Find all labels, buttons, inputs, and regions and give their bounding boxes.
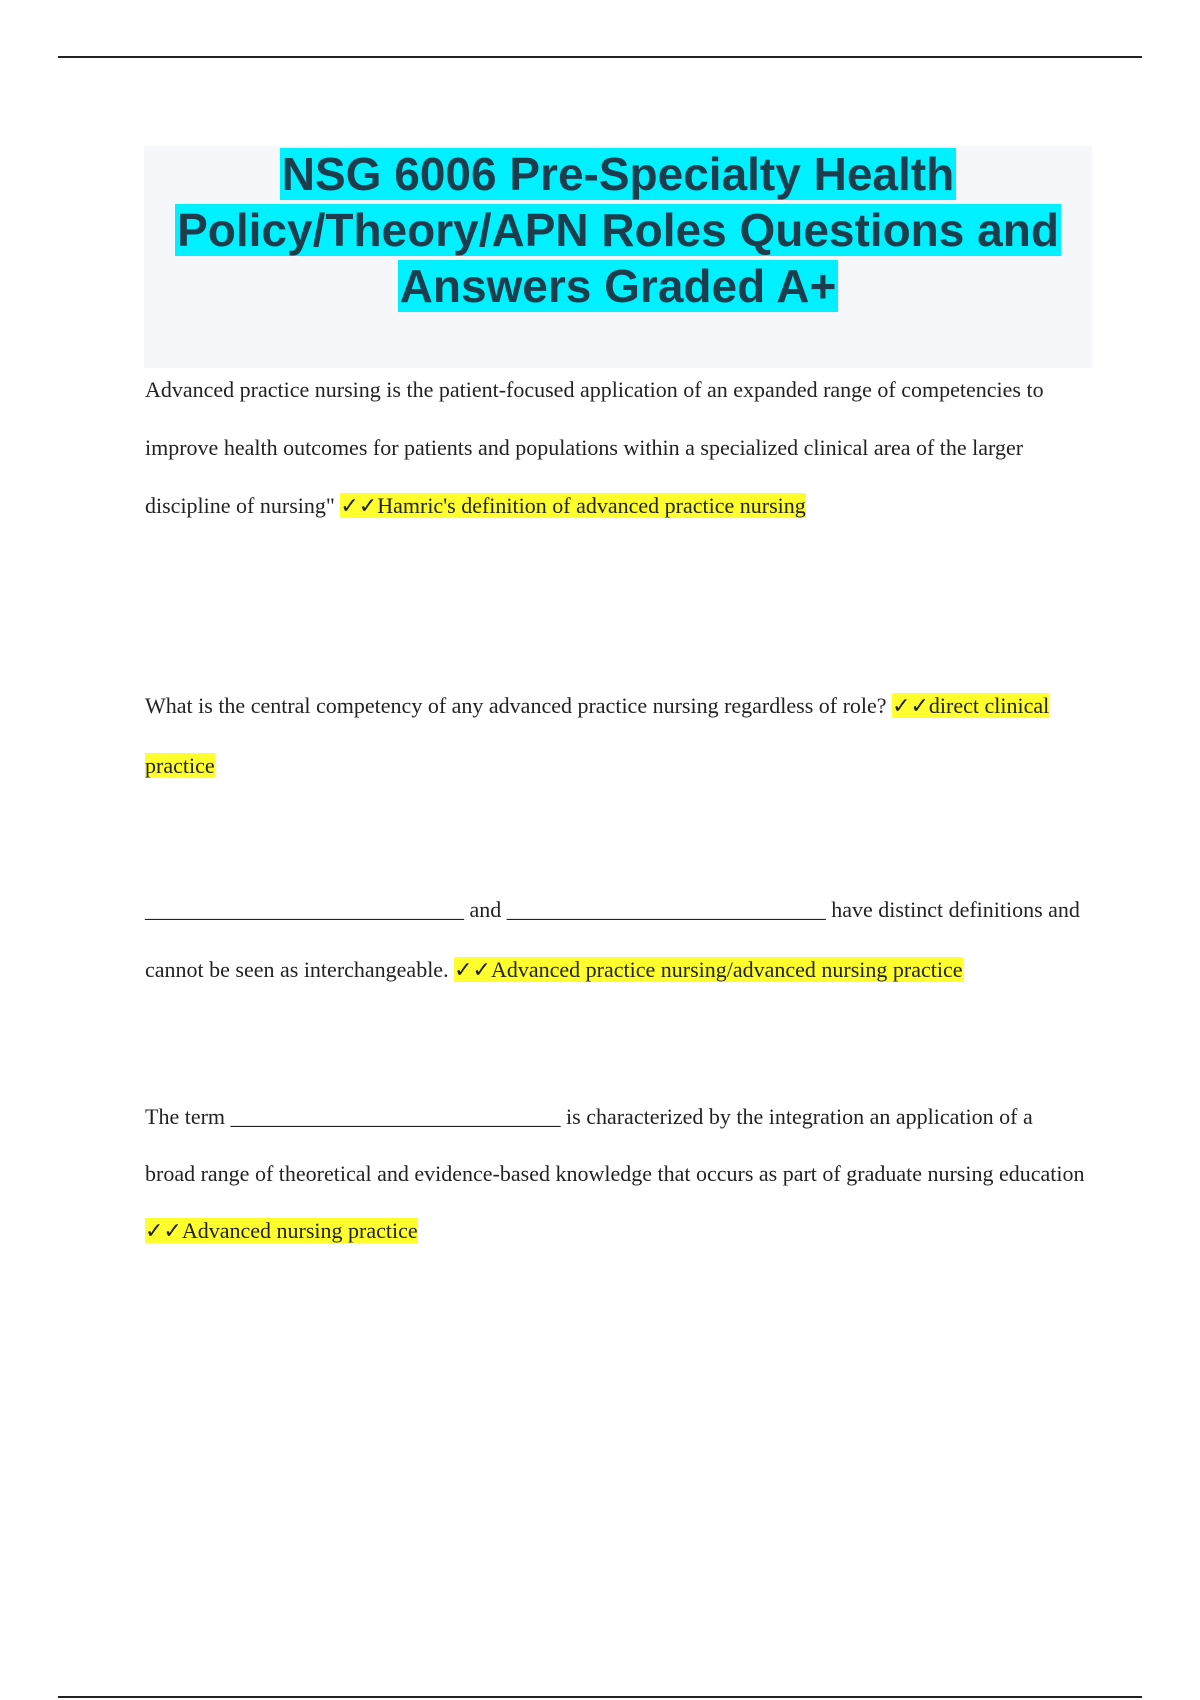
question-text: _____________________________ and _____________________________ have distinct definitions and cannot be seen as interchangeable.: [145, 897, 1080, 982]
answer-text: ✓✓Advanced practice nursing/advanced nursing practice: [454, 957, 963, 982]
qa-item: [145, 1088, 1085, 1259]
document-title: [144, 146, 1092, 314]
question-text: The term ______________________________ is characterized by the integration an application of a broad range of theoretical and evidence-based knowledge that occurs as part of graduate nursing education: [145, 1104, 1085, 1186]
answer-text: ✓✓Hamric's definition of advanced practice nursing: [340, 493, 806, 518]
answer-text: ✓✓Advanced nursing practice: [145, 1218, 418, 1243]
question-text: Advanced practice nursing is the patient-focused application of an expanded range of competencies to improve health outcomes for patients and populations within a specialized clinical area of the larger discipline of nursing": [145, 377, 1044, 518]
title-line-3: Answers Graded A+: [399, 260, 837, 312]
bottom-rule: [58, 1696, 1142, 1698]
title-line-1: NSG 6006 Pre-Specialty Health: [281, 148, 955, 200]
question-text: What is the central competency of any advanced practice nursing regardless of role?: [145, 693, 887, 718]
qa-item: [145, 880, 1085, 1000]
answer-text: ✓✓direct clinical practice: [145, 693, 1050, 778]
title-banner: [144, 146, 1092, 368]
title-line-2: Policy/Theory/APN Roles Questions and: [177, 204, 1059, 256]
qa-item: [145, 361, 1085, 535]
qa-item: [145, 676, 1085, 796]
top-rule: [58, 56, 1142, 58]
